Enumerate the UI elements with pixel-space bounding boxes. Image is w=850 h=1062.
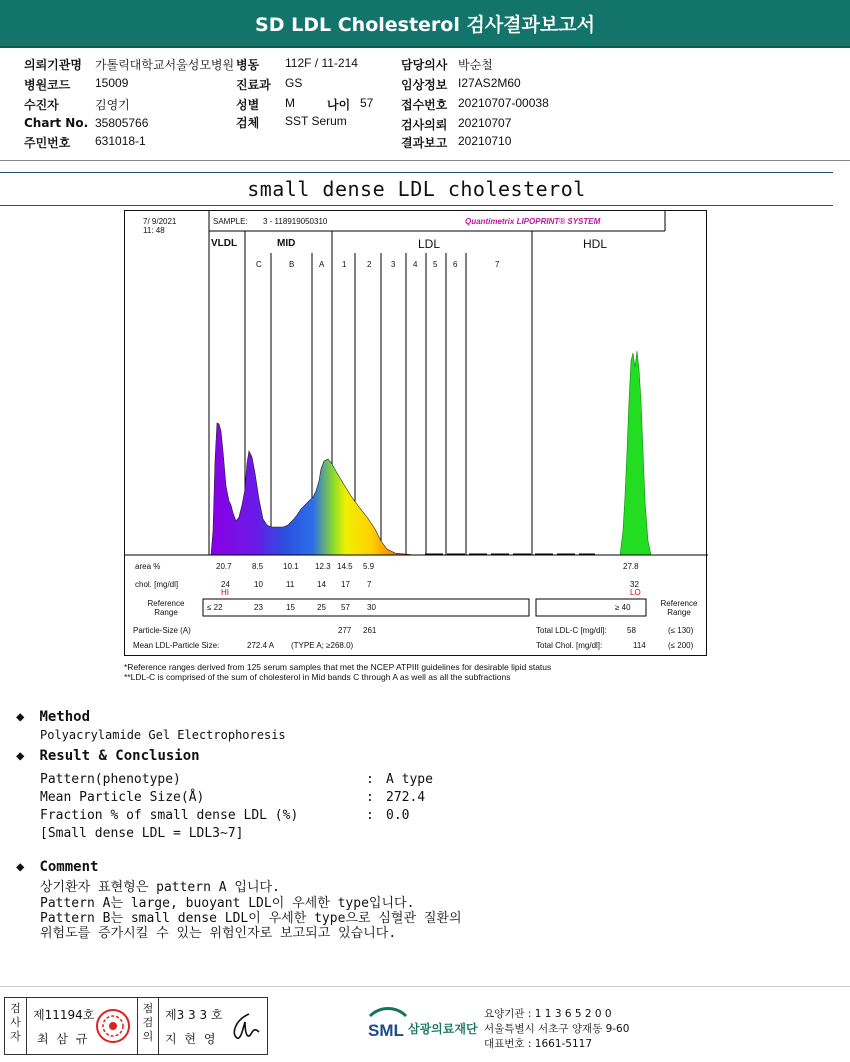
result-value: A type xyxy=(386,772,433,787)
specimen-label: 검체 xyxy=(236,116,260,130)
ref-value: 30 xyxy=(367,603,376,612)
hospital-code-label: 병원코드 xyxy=(24,78,71,92)
total-ldl-ref: (≤ 130) xyxy=(668,626,694,635)
receipt-value: 20210707-00038 xyxy=(458,96,549,110)
mean-label: Mean LDL-Particle Size: xyxy=(133,641,220,650)
ref-value: 23 xyxy=(254,603,263,612)
result-value: 272.4 xyxy=(386,790,426,805)
specimen-value: SST Serum xyxy=(285,114,347,128)
hospital-code-value: 15009 xyxy=(95,76,129,90)
area-value: 14.5 xyxy=(337,562,353,571)
section-title: small dense LDL cholesterol xyxy=(247,177,586,201)
diamond-icon: ◆ xyxy=(16,748,25,764)
band-label: 1 xyxy=(342,260,347,269)
chol-value: 10 xyxy=(254,580,263,589)
colon: : xyxy=(366,772,374,787)
band-label: 7 xyxy=(495,260,500,269)
comment-line: 상기환자 표현형은 pattern A 입니다. xyxy=(40,880,280,895)
org-name: 삼광의료재단 xyxy=(408,1022,478,1036)
ref-value: 57 xyxy=(341,603,350,612)
total-chol-label: Total Chol. [mg/dl]: xyxy=(536,641,603,650)
doctor-value: 박순철 xyxy=(458,58,493,72)
sample-label: SAMPLE: xyxy=(213,217,248,226)
lo-flag: LO xyxy=(630,588,641,597)
sml-logo-icon xyxy=(366,1006,410,1042)
result-note: [Small dense LDL = LDL3~7] xyxy=(40,826,244,841)
hi-flag: HI xyxy=(221,588,229,597)
band-label: 5 xyxy=(433,260,438,269)
band-label: 4 xyxy=(413,260,418,269)
particle-value: 277 xyxy=(338,626,352,635)
result-heading xyxy=(16,748,200,764)
result-label: Mean Particle Size(Å) xyxy=(40,790,205,805)
area-value: 5.9 xyxy=(363,562,375,571)
chol-value: 17 xyxy=(341,580,350,589)
group-mid: MID xyxy=(277,238,296,249)
examiner-no: 제11194호 xyxy=(33,1008,95,1022)
band-label: C xyxy=(256,260,262,269)
divider xyxy=(0,160,850,161)
total-chol-ref: (≤ 200) xyxy=(668,641,694,650)
result-heading-text: Result & Conclusion xyxy=(39,748,200,764)
comment-heading xyxy=(16,859,98,875)
report-title: SD LDL Cholesterol 검사결과보고서 xyxy=(255,14,595,36)
ref-value: 25 xyxy=(317,603,326,612)
checker-no: 제3 3 3 호 xyxy=(165,1008,223,1022)
sample-value: 3 - 118919050310 xyxy=(263,217,328,226)
age-label: 나이 xyxy=(327,98,351,112)
area-value: 20.7 xyxy=(216,562,232,571)
ref-value: 15 xyxy=(286,603,295,612)
org-code: 요양기관 : 1 1 3 6 5 2 0 0 xyxy=(484,1008,612,1020)
signature-box xyxy=(4,997,268,1055)
result-value: 20210710 xyxy=(458,134,512,148)
rrn-value: 631018-1 xyxy=(95,134,146,148)
org-address: 서울특별시 서초구 양재동 9-60 xyxy=(484,1023,630,1035)
total-ldl-label: Total LDL-C [mg/dl]: xyxy=(536,626,607,635)
institution-value: 가톨릭대학교서울성모병원 xyxy=(95,58,235,72)
band-label: 3 xyxy=(391,260,396,269)
rrn-label: 주민번호 xyxy=(24,136,71,150)
footnotes xyxy=(124,662,551,682)
band-label: 6 xyxy=(453,260,458,269)
dept-value: GS xyxy=(285,76,303,90)
group-vldl: VLDL xyxy=(211,238,238,249)
org-phone: 대표번호 : 1661-5117 xyxy=(484,1038,593,1050)
comment-line: Pattern B는 small dense LDL이 우세한 type으로 심혈관 질환의 xyxy=(40,911,462,926)
area-label: area % xyxy=(135,562,161,571)
ref-right-label: Reference Range xyxy=(660,599,698,617)
diamond-icon: ◆ xyxy=(16,709,25,725)
checker-name: 지 현 영 xyxy=(165,1032,218,1046)
result-label: Pattern(phenotype) xyxy=(40,772,181,787)
mean-value: 272.4 A xyxy=(247,641,275,650)
request-value: 20210707 xyxy=(458,116,512,130)
signature-icon xyxy=(227,1010,261,1046)
chart-value: 35805766 xyxy=(95,116,149,130)
result-label: 결과보고 xyxy=(401,136,448,150)
method-text: Polyacrylamide Gel Electrophoresis xyxy=(40,728,286,742)
method-heading xyxy=(16,709,90,725)
receipt-label: 접수번호 xyxy=(401,98,448,112)
divider xyxy=(0,172,833,173)
comment-line: 위험도를 증가시킬 수 있는 위험인자로 보고되고 있습니다. xyxy=(40,926,397,941)
clinical-label: 임상정보 xyxy=(401,78,448,92)
chol-label: chol. [mg/dl] xyxy=(135,580,179,589)
ref-label: Reference Range xyxy=(147,599,185,617)
ref-value: ≤ 22 xyxy=(207,603,223,612)
total-ldl-value: 58 xyxy=(627,626,636,635)
checker-label: 점검의 xyxy=(137,998,159,1054)
diamond-icon: ◆ xyxy=(16,859,25,875)
area-value: 27.8 xyxy=(623,562,639,571)
colon: : xyxy=(366,808,374,823)
logo-text: SML xyxy=(368,1021,404,1040)
institution-label: 의뢰기관명 xyxy=(24,58,82,72)
chart-label: Chart No. xyxy=(24,116,89,130)
brand-logo: Quantimetrix LIPOPRINT® SYSTEM xyxy=(465,217,601,226)
chol-value: 24 xyxy=(221,580,230,589)
sex-value: M xyxy=(285,96,295,110)
divider xyxy=(0,986,850,987)
divider xyxy=(0,205,833,206)
examiner-seal-icon xyxy=(95,1006,131,1046)
ref-hdl-value: ≥ 40 xyxy=(615,603,631,612)
group-hdl: HDL xyxy=(583,237,608,251)
group-ldl: LDL xyxy=(418,237,441,251)
band-label: 2 xyxy=(367,260,372,269)
chol-value: 32 xyxy=(630,580,639,589)
clinical-value: I27AS2M60 xyxy=(458,76,521,90)
area-value: 8.5 xyxy=(252,562,264,571)
particle-value: 261 xyxy=(363,626,377,635)
chol-value: 11 xyxy=(286,580,295,589)
gel-time: 11: 48 xyxy=(143,226,165,235)
examiner-label: 검사자 xyxy=(5,998,27,1054)
report-banner xyxy=(0,0,850,48)
name-value: 김영기 xyxy=(95,98,130,112)
result-label: Fraction % of small dense LDL (%) xyxy=(40,808,299,823)
lipoprint-panel xyxy=(124,210,707,656)
lipoprint-graph xyxy=(125,211,708,657)
result-value: 0.0 xyxy=(386,808,410,823)
chol-value: 14 xyxy=(317,580,326,589)
request-label: 검사의뢰 xyxy=(401,118,448,132)
chol-value: 7 xyxy=(367,580,372,589)
ward-value: 112F / 11-214 xyxy=(285,56,358,70)
footnote: **LDL-C is comprised of the sum of cholesterol in Mid bands C through A as well as all the subfractions xyxy=(124,672,511,682)
dept-label: 진료과 xyxy=(236,78,271,92)
gel-date: 7/ 9/2021 xyxy=(143,217,177,226)
footnote: *Reference ranges derived from 125 serum samples that met the NCEP ATPIII guidelines for desirable lipid status xyxy=(124,662,552,672)
band-label: B xyxy=(289,260,295,269)
total-chol-value: 114 xyxy=(633,641,646,650)
ward-label: 병동 xyxy=(236,58,260,72)
mean-type: (TYPE A; ≥268.0) xyxy=(291,641,354,650)
area-value: 10.1 xyxy=(283,562,299,571)
colon: : xyxy=(366,790,374,805)
name-label: 수진자 xyxy=(24,98,59,112)
comment-line: Pattern A는 large, buoyant LDL이 우세한 type입니다. xyxy=(40,896,415,911)
band-label: A xyxy=(319,260,325,269)
examiner-name: 최 삼 규 xyxy=(37,1032,90,1046)
comment-heading-text: Comment xyxy=(39,859,99,875)
area-value: 12.3 xyxy=(315,562,331,571)
age-value: 57 xyxy=(360,96,374,110)
method-heading-text: Method xyxy=(39,709,91,725)
sex-label: 성별 xyxy=(236,98,260,112)
doctor-label: 담당의사 xyxy=(401,58,448,72)
particle-label: Particle-Size (A) xyxy=(133,626,191,635)
